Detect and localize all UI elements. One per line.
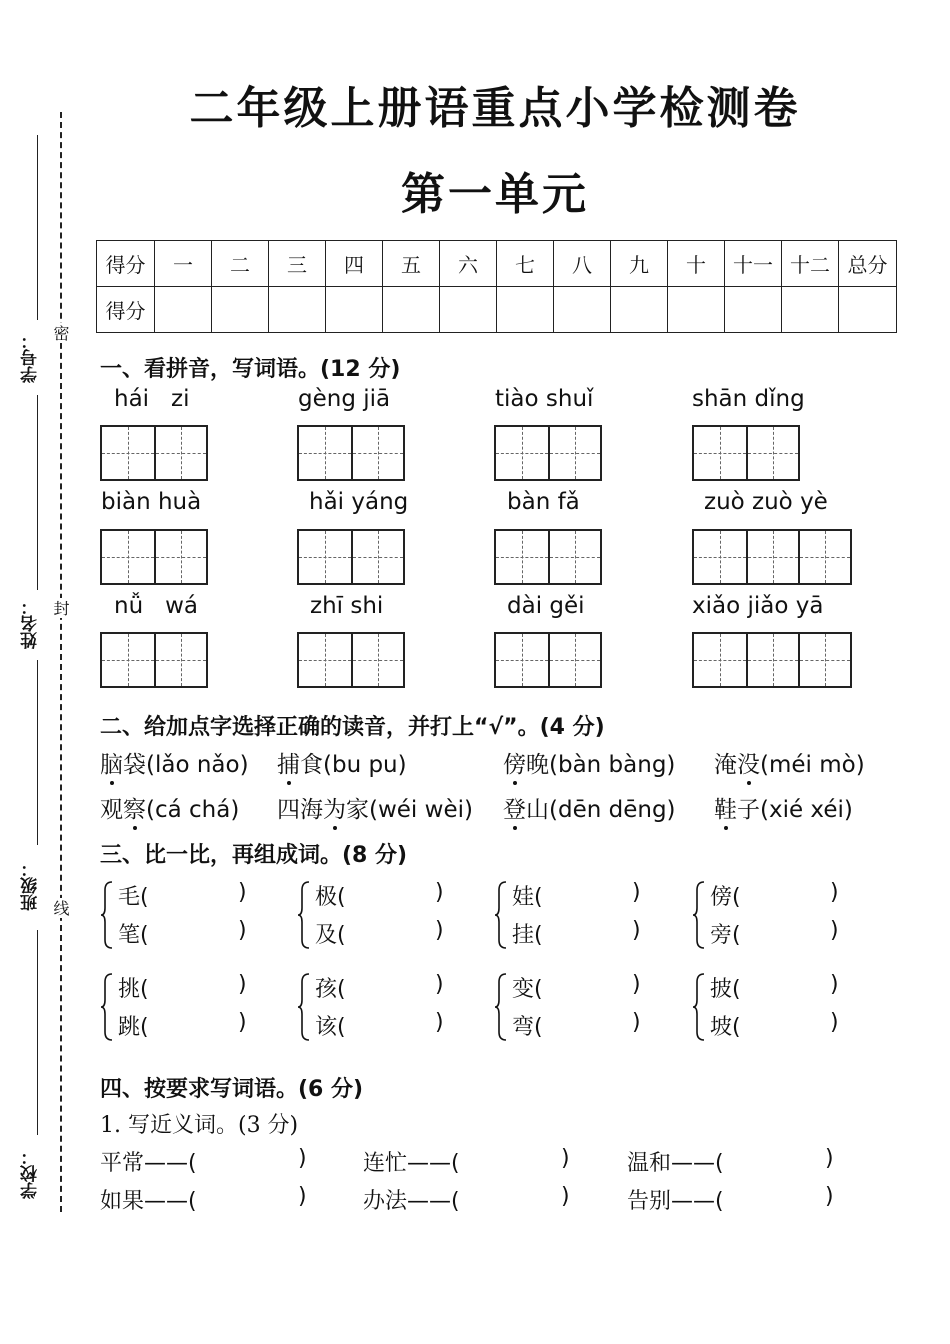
close-paren: ) [830, 1010, 839, 1035]
grid-cell[interactable] [351, 634, 403, 686]
pair-line[interactable] [315, 1010, 444, 1041]
pair-line[interactable] [315, 880, 444, 911]
name-label: 姓名： [21, 598, 41, 649]
close-paren: ) [632, 1010, 641, 1035]
pair-char: 极( [315, 885, 346, 910]
grid-cell[interactable] [102, 531, 154, 583]
pinyin-item: dài gěi [507, 593, 585, 619]
reading-choice[interactable] [714, 791, 853, 824]
student-id-label: 学号： [21, 332, 41, 383]
choice-post: 家(wéi wèi) [346, 797, 473, 823]
dotted-char: 察 [123, 791, 146, 824]
compare-pair [692, 878, 842, 954]
writing-grid[interactable] [494, 425, 602, 481]
reading-choice[interactable] [714, 746, 865, 779]
close-paren: ) [435, 1010, 444, 1035]
writing-grid[interactable] [297, 632, 405, 688]
close-paren: ) [561, 1184, 570, 1209]
class-line[interactable] [37, 930, 38, 1135]
score-header-cell: 四 [326, 241, 383, 287]
compare-pair [494, 970, 644, 1046]
score-entry-cell[interactable] [212, 287, 269, 333]
choice-post: 子(xié xéi) [737, 797, 853, 823]
close-paren: ) [435, 918, 444, 943]
score-entry-cell[interactable] [611, 287, 668, 333]
grid-cell[interactable] [496, 634, 548, 686]
grid-cell[interactable] [351, 427, 403, 479]
writing-grid[interactable] [494, 529, 602, 585]
score-entry-cell[interactable] [326, 287, 383, 333]
score-header-cell: 七 [497, 241, 554, 287]
pair-char: 挂( [512, 923, 543, 948]
score-header-cell: 九 [611, 241, 668, 287]
close-paren: ) [830, 880, 839, 905]
pair-line[interactable] [710, 972, 839, 1003]
synonym-item[interactable] [627, 1146, 834, 1177]
writing-grid[interactable] [692, 529, 852, 585]
brace-icon [494, 880, 508, 950]
synonym-item[interactable] [363, 1184, 570, 1215]
grid-cell[interactable] [694, 634, 746, 686]
pair-char: 孩( [315, 977, 346, 1002]
reading-choice[interactable] [277, 791, 473, 824]
score-table [96, 240, 897, 333]
pair-line[interactable] [315, 972, 444, 1003]
section1-heading: 一、看拼音，写词语。(12 分) [100, 357, 401, 382]
pair-line[interactable] [118, 972, 247, 1003]
choice-post: 山(dēn dēng) [526, 797, 676, 823]
writing-grid[interactable] [494, 632, 602, 688]
reading-choice[interactable] [100, 746, 249, 779]
compare-pair [297, 970, 447, 1046]
pinyin-item: shān dǐng [692, 386, 805, 412]
pair-line[interactable] [512, 918, 641, 949]
grid-cell[interactable] [746, 427, 798, 479]
pair-char: 旁( [710, 923, 741, 948]
dotted-char: 没 [737, 746, 760, 779]
pair-char: 毛( [118, 885, 149, 910]
choice-post: (méi mò) [760, 752, 865, 778]
score-entry-cell[interactable] [554, 287, 611, 333]
dotted-char: 傍 [503, 746, 526, 779]
choice-pre: 观 [100, 797, 123, 823]
close-paren: ) [632, 972, 641, 997]
close-paren: ) [435, 972, 444, 997]
writing-grid[interactable] [692, 632, 852, 688]
brace-icon [100, 880, 114, 950]
section4-sub-heading: 1. 写近义词。(3 分) [100, 1113, 299, 1138]
synonym-word: 连忙——( [363, 1151, 460, 1176]
dotted-char: 脑 [100, 746, 123, 779]
dotted-char: 登 [503, 791, 526, 824]
close-paren: ) [238, 1010, 247, 1035]
pair-line[interactable] [710, 918, 839, 949]
close-paren: ) [830, 972, 839, 997]
pair-line[interactable] [710, 1010, 839, 1041]
pinyin-item: hǎi yáng [309, 489, 409, 515]
brace-icon [692, 972, 706, 1042]
writing-grid[interactable] [692, 425, 800, 481]
pair-char: 傍( [710, 885, 741, 910]
score-header-cell: 十二 [782, 241, 839, 287]
score-entry-cell[interactable] [383, 287, 440, 333]
binding-dashed-line [60, 112, 62, 1212]
unit-title: 第一单元 [401, 169, 589, 220]
compare-pair [297, 878, 447, 954]
choice-post: 晚(bàn bàng) [526, 752, 676, 778]
brace-icon [297, 972, 311, 1042]
grid-cell[interactable] [154, 634, 206, 686]
pinyin-item: zuò zuò yè [704, 489, 828, 515]
section3-heading: 三、比一比，再组成词。(8 分) [100, 843, 408, 868]
pair-line[interactable] [512, 972, 641, 1003]
reading-choice[interactable] [503, 746, 675, 779]
compare-pair [100, 878, 250, 954]
score-header-cell: 六 [440, 241, 497, 287]
close-paren: ) [238, 880, 247, 905]
score-entry-cell[interactable] [497, 287, 554, 333]
close-paren: ) [435, 880, 444, 905]
grid-cell[interactable] [154, 531, 206, 583]
compare-pair [494, 878, 644, 954]
score-header-cell: 总分 [839, 241, 897, 287]
synonym-word: 告别——( [627, 1189, 724, 1214]
score-entry-row [97, 287, 897, 333]
close-paren: ) [632, 918, 641, 943]
choice-post: 食(bu pu) [300, 752, 407, 778]
grid-cell[interactable] [694, 531, 746, 583]
synonym-item[interactable] [100, 1184, 307, 1215]
choice-pre: 淹 [714, 752, 737, 778]
score-entry-cell[interactable] [782, 287, 839, 333]
dotted-char: 鞋 [714, 791, 737, 824]
synonym-item[interactable] [100, 1146, 307, 1177]
grid-cell[interactable] [496, 427, 548, 479]
brace-icon [692, 880, 706, 950]
score-header-cell: 一 [155, 241, 212, 287]
synonym-word: 如果——( [100, 1189, 197, 1214]
school-label: 学校： [21, 1148, 41, 1199]
pair-line[interactable] [118, 880, 247, 911]
pair-line[interactable] [315, 918, 444, 949]
choice-post: 袋(lǎo nǎo) [123, 752, 249, 778]
name-line[interactable] [37, 660, 38, 845]
score-header-cell: 二 [212, 241, 269, 287]
grid-cell[interactable] [694, 427, 746, 479]
grid-cell[interactable] [548, 531, 600, 583]
class-label: 班级： [21, 860, 41, 911]
pair-line[interactable] [118, 918, 247, 949]
dotted-char: 为 [323, 791, 346, 824]
brace-icon [297, 880, 311, 950]
score-header-cell: 十一 [725, 241, 782, 287]
score-entry-cell[interactable] [269, 287, 326, 333]
score-header-cell: 八 [554, 241, 611, 287]
compare-pair [100, 970, 250, 1046]
writing-grid[interactable] [100, 529, 208, 585]
pinyin-item: zhī shi [310, 593, 384, 619]
grid-cell[interactable] [798, 634, 850, 686]
close-paren: ) [632, 880, 641, 905]
score-entry-cell[interactable] [155, 287, 212, 333]
pinyin-item: hái zi [114, 386, 190, 412]
pair-char: 娃( [512, 885, 543, 910]
compare-pair [692, 970, 842, 1046]
dotted-char: 捕 [277, 746, 300, 779]
pair-char: 跳( [118, 1015, 149, 1040]
choice-post: (cá chá) [146, 797, 240, 823]
seal-mark-xian: 线 [51, 900, 70, 916]
grid-cell[interactable] [496, 531, 548, 583]
brace-icon [494, 972, 508, 1042]
score-entry-cell[interactable] [668, 287, 725, 333]
grid-cell[interactable] [299, 634, 351, 686]
score-header-cell: 三 [269, 241, 326, 287]
close-paren: ) [298, 1184, 307, 1209]
grid-cell[interactable] [102, 427, 154, 479]
synonym-item[interactable] [363, 1146, 570, 1177]
pinyin-item: tiào shuǐ [495, 386, 594, 412]
grid-cell[interactable] [102, 634, 154, 686]
pair-line[interactable] [710, 880, 839, 911]
grid-cell[interactable] [746, 634, 798, 686]
score-entry-cell[interactable] [440, 287, 497, 333]
seal-mark-mi: 密 [51, 325, 70, 341]
section4-heading: 四、按要求写词语。(6 分) [100, 1077, 364, 1102]
close-paren: ) [561, 1146, 570, 1171]
pinyin-item: bàn fǎ [507, 489, 580, 515]
grid-cell[interactable] [154, 427, 206, 479]
score-entry-cell[interactable] [725, 287, 782, 333]
pair-line[interactable] [118, 1010, 247, 1041]
score-header-cell: 得分 [97, 241, 155, 287]
writing-grid[interactable] [297, 529, 405, 585]
close-paren: ) [298, 1146, 307, 1171]
pair-char: 变( [512, 977, 543, 1002]
pinyin-item: xiǎo jiǎo yā [692, 593, 824, 619]
student-id-line-lower[interactable] [37, 395, 38, 590]
seal-mark-feng: 封 [51, 600, 70, 616]
close-paren: ) [238, 972, 247, 997]
close-paren: ) [238, 918, 247, 943]
reading-choice[interactable] [503, 791, 676, 824]
score-entry-cell[interactable] [839, 287, 897, 333]
score-header-row [97, 241, 897, 287]
pinyin-item: gèng jiā [298, 386, 391, 412]
reading-choice[interactable] [100, 791, 239, 824]
synonym-word: 温和——( [627, 1151, 724, 1176]
writing-grid[interactable] [100, 632, 208, 688]
page-title: 二年级上册语重点小学检测卷 [189, 83, 801, 134]
section2-heading: 二、给加点字选择正确的读音，并打上“√”。(4 分) [100, 715, 605, 740]
pinyin-item: nǚ wá [114, 593, 198, 619]
grid-cell[interactable] [351, 531, 403, 583]
reading-choice[interactable] [277, 746, 407, 779]
score-header-cell: 五 [383, 241, 440, 287]
grid-cell[interactable] [548, 634, 600, 686]
synonym-item[interactable] [627, 1184, 834, 1215]
choice-pre: 四海 [277, 797, 323, 823]
pair-char: 及( [315, 923, 346, 948]
grid-cell[interactable] [798, 531, 850, 583]
pinyin-item: biàn huà [101, 489, 202, 515]
brace-icon [100, 972, 114, 1042]
writing-grid[interactable] [297, 425, 405, 481]
pair-char: 披( [710, 977, 741, 1002]
synonym-word: 平常——( [100, 1151, 197, 1176]
close-paren: ) [830, 918, 839, 943]
close-paren: ) [825, 1184, 834, 1209]
close-paren: ) [825, 1146, 834, 1171]
grid-cell[interactable] [746, 531, 798, 583]
grid-cell[interactable] [548, 427, 600, 479]
pair-char: 该( [315, 1015, 346, 1040]
grid-cell[interactable] [299, 531, 351, 583]
pair-char: 弯( [512, 1015, 543, 1040]
score-header-cell: 十 [668, 241, 725, 287]
pair-char: 挑( [118, 977, 149, 1002]
writing-grid[interactable] [100, 425, 208, 481]
pair-char: 坡( [710, 1015, 741, 1040]
grid-cell[interactable] [299, 427, 351, 479]
pair-line[interactable] [512, 1010, 641, 1041]
pair-char: 笔( [118, 923, 149, 948]
pair-line[interactable] [512, 880, 641, 911]
score-row-label: 得分 [97, 287, 155, 333]
synonym-word: 办法——( [363, 1189, 460, 1214]
